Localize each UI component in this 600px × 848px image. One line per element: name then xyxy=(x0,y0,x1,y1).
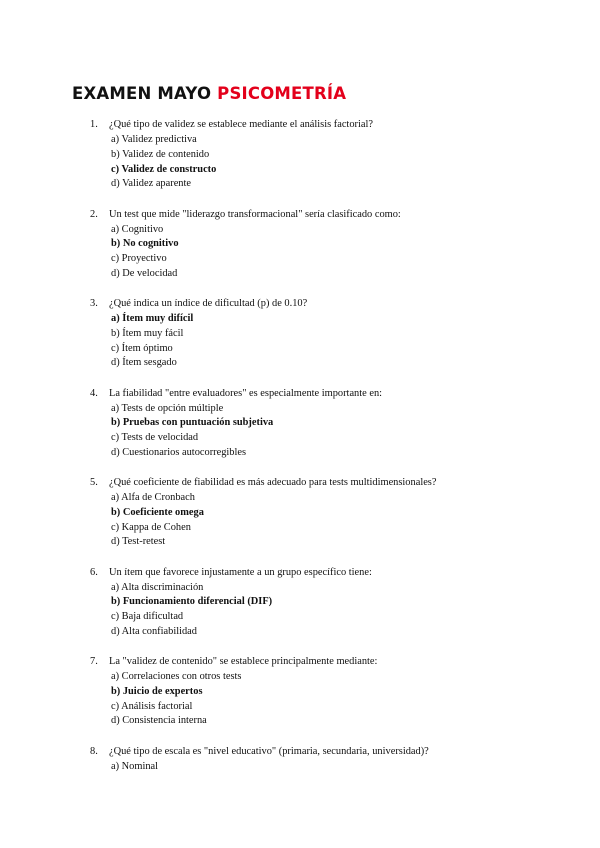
answer-option: d) Consistencia interna xyxy=(111,715,207,727)
answer-option-correct: a) Ítem muy difícil xyxy=(111,313,194,324)
question-item xyxy=(0,386,600,476)
answer-option: a) Cognitivo xyxy=(111,223,164,235)
answer-options xyxy=(111,760,158,775)
answer-option: a) Alfa de Cronbach xyxy=(111,492,195,503)
answer-option: d) Validez aparente xyxy=(111,178,192,190)
question-item xyxy=(0,207,600,297)
question-number: 5. xyxy=(90,477,98,488)
question-list xyxy=(0,117,600,833)
question-text: La fiabilidad "entre evaluadores" es especialmente importante en: xyxy=(109,387,383,399)
answer-option-correct: b) Pruebas con puntuación subjetiva xyxy=(111,417,274,429)
question-header xyxy=(90,565,372,580)
answer-option: a) Tests de opción múltiple xyxy=(111,402,224,414)
question-text: Un ítem que favorece injustamente a un grupo específico tiene: xyxy=(109,566,372,578)
question-item xyxy=(0,296,600,386)
question-item xyxy=(0,744,600,834)
answer-option: a) Validez predictiva xyxy=(111,134,197,145)
answer-option: a) Correlaciones con otros tests xyxy=(111,671,242,682)
answer-options xyxy=(111,312,193,371)
question-number: 6. xyxy=(90,566,98,578)
question-item xyxy=(0,475,600,565)
answer-options xyxy=(111,670,241,729)
answer-option: c) Baja dificultad xyxy=(111,611,184,623)
answer-option: d) Ítem sesgado xyxy=(111,357,177,369)
question-item xyxy=(0,117,600,207)
answer-option: c) Tests de velocidad xyxy=(111,432,199,444)
question-text: ¿Qué tipo de validez se establece mediante el análisis factorial? xyxy=(109,119,373,130)
question-number: 1. xyxy=(90,119,98,130)
title-exam-label: EXAMEN MAYO xyxy=(72,84,212,103)
answer-option: b) Ítem muy fácil xyxy=(111,327,184,339)
question-header xyxy=(90,386,382,401)
answer-option: a) Nominal xyxy=(111,760,159,772)
answer-option-correct: b) Funcionamiento diferencial (DIF) xyxy=(111,596,273,608)
answer-options xyxy=(111,133,216,192)
answer-option-correct: b) Coeficiente omega xyxy=(111,506,204,518)
answer-option-correct: c) Validez de constructo xyxy=(111,163,217,175)
answer-option: d) Cuestionarios autocorregibles xyxy=(111,446,247,458)
answer-option: d) Test-retest xyxy=(111,536,166,548)
answer-option-correct: b) No cognitivo xyxy=(111,238,179,250)
question-number: 2. xyxy=(90,208,98,220)
answer-options xyxy=(111,491,204,550)
title-subject-label: PSICOMETRÍA xyxy=(217,84,347,103)
answer-option: d) Alta confiabilidad xyxy=(111,625,197,637)
question-item xyxy=(0,654,600,744)
answer-option-correct: b) Juicio de expertos xyxy=(111,685,203,697)
answer-option: c) Análisis factorial xyxy=(111,700,193,712)
question-item xyxy=(0,565,600,655)
question-text: ¿Qué tipo de escala es "nivel educativo" (primaria, secundaria, universidad)? xyxy=(109,745,429,757)
question-text: ¿Qué coeficiente de fiabilidad es más adecuado para tests multidimensionales? xyxy=(109,477,437,488)
answer-option: c) Proyectivo xyxy=(111,253,167,265)
question-header xyxy=(90,207,401,222)
answer-option: c) Kappa de Cohen xyxy=(111,521,191,533)
page-title xyxy=(72,84,346,104)
question-header xyxy=(90,296,307,311)
question-number: 7. xyxy=(90,656,98,667)
question-header xyxy=(90,475,436,490)
answer-option: b) Validez de contenido xyxy=(111,148,210,160)
question-text: ¿Qué indica un índice de dificultad (p) de 0.10? xyxy=(109,298,308,309)
question-text: La "validez de contenido" se establece principalmente mediante: xyxy=(109,656,378,667)
answer-options xyxy=(111,223,179,282)
question-header xyxy=(90,654,377,669)
answer-option: a) Alta discriminación xyxy=(111,581,204,593)
question-number: 8. xyxy=(90,745,98,757)
question-number: 3. xyxy=(90,298,98,309)
question-header xyxy=(90,117,373,132)
answer-option: c) Ítem óptimo xyxy=(111,342,173,354)
answer-options xyxy=(111,581,272,640)
question-header xyxy=(90,744,429,759)
question-text: Un test que mide "liderazgo transformacional" sería clasificado como: xyxy=(109,208,401,220)
answer-option: d) De velocidad xyxy=(111,267,178,279)
answer-options xyxy=(111,402,273,461)
question-number: 4. xyxy=(90,387,98,399)
